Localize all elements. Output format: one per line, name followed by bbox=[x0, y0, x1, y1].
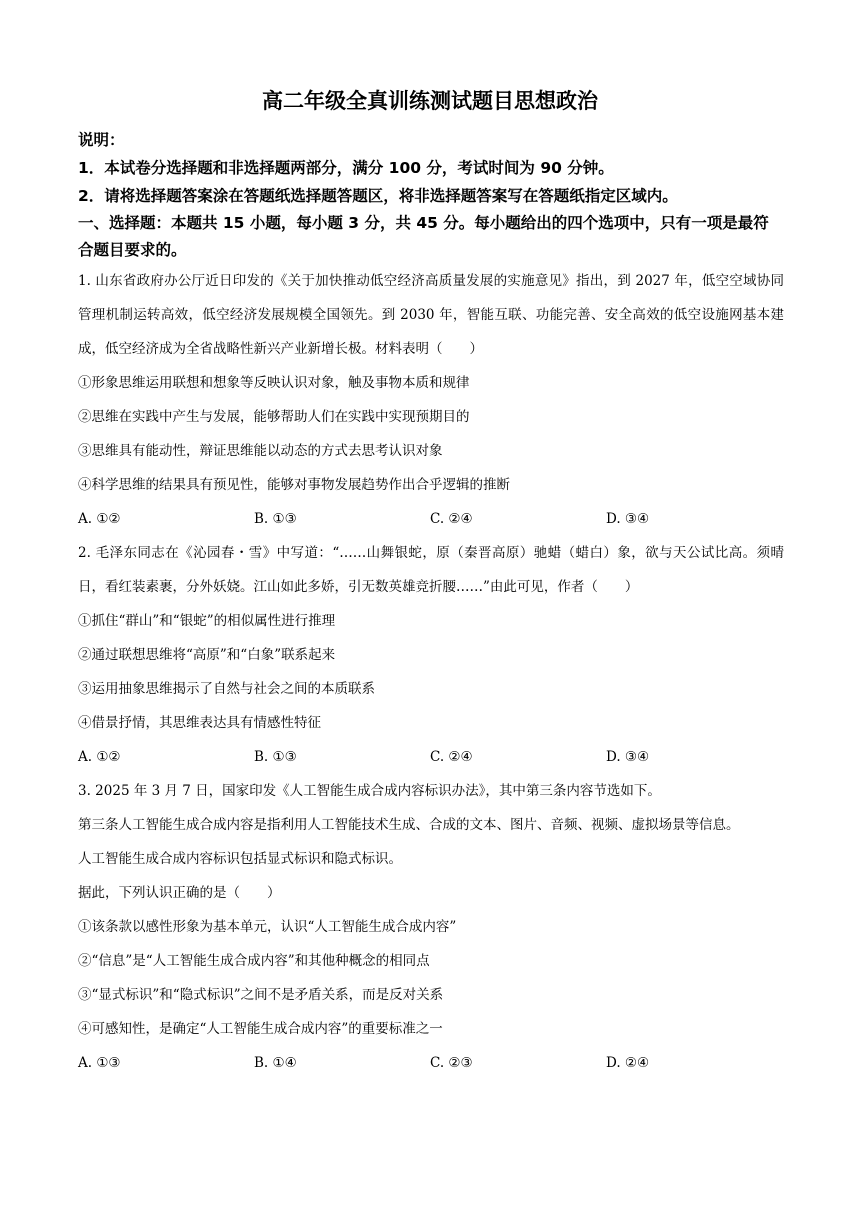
choice-a: A. ①③ bbox=[78, 1055, 121, 1071]
section-heading: 一、选择题：本题共 15 小题，每小题 3 分，共 45 分。每小题给出的四个选项中，只有一项是最符合题目要求的。 bbox=[78, 214, 769, 259]
choice-c: C. ②④ bbox=[430, 749, 473, 765]
choice-c: C. ②④ bbox=[430, 511, 473, 527]
answer-choices bbox=[78, 1046, 784, 1080]
statement: ④科学思维的结果具有预见性，能够对事物发展趋势作出合乎逻辑的推断 bbox=[78, 477, 510, 493]
statement: ③运用抽象思维揭示了自然与社会之间的本质联系 bbox=[78, 681, 375, 697]
page-title: 高二年级全真训练测试题目思想政治 bbox=[262, 89, 598, 113]
choice-c: C. ②③ bbox=[430, 1055, 473, 1071]
choice-b: B. ①③ bbox=[254, 511, 297, 527]
question-1 bbox=[78, 264, 784, 536]
exam-content bbox=[78, 126, 784, 1080]
choice-a: A. ①② bbox=[78, 749, 121, 765]
statement: ③“显式标识”和“隐式标识”之间不是矛盾关系，而是反对关系 bbox=[78, 987, 444, 1003]
question-2 bbox=[78, 536, 784, 774]
choice-d: D. ③④ bbox=[606, 511, 650, 527]
instructions-heading: 说明： bbox=[78, 131, 125, 149]
question-stem: 2. 毛泽东同志在《沁园春・雪》中写道：“……山舞银蛇，原（秦晋高原）驰蜡（蜡白）象，欲与天公试比高。须晴日，看红装素裹，分外妖娆。江山如此多娇，引无数英雄竞折腰……”由此可见，作者（ ） bbox=[78, 545, 784, 595]
statement: ②通过联想思维将“高原”和“白象”联系起来 bbox=[78, 647, 336, 663]
statement: ①形象思维运用联想和想象等反映认识对象，触及事物本质和规律 bbox=[78, 375, 470, 391]
statement: ④借景抒情，其思维表达具有情感性特征 bbox=[78, 715, 321, 731]
choice-b: B. ①④ bbox=[254, 1055, 297, 1071]
question-stem: 据此，下列认识正确的是（ ） bbox=[78, 885, 281, 901]
statement: ①抓住“群山”和“银蛇”的相似属性进行推理 bbox=[78, 613, 336, 629]
statement: ①该条款以感性形象为基本单元，认识“人工智能生成合成内容” bbox=[78, 919, 457, 935]
answer-choices bbox=[78, 502, 784, 536]
choice-d: D. ③④ bbox=[606, 749, 650, 765]
statement: ④可感知性，是确定“人工智能生成合成内容”的重要标准之一 bbox=[78, 1021, 443, 1037]
question-stem: 1. 山东省政府办公厅近日印发的《关于加快推动低空经济高质量发展的实施意见》指出，到 2027 年，低空空域协同管理机制运转高效，低空经济发展规模全国领先。到 2030 年，智能互联、功能完善、安全高效的低空设施网基本建成，低空经济成为全省战略性新兴产业新增长极。材料表明（ ） bbox=[78, 273, 784, 357]
statement: ②“信息”是“人工智能生成合成内容”和其他种概念的相同点 bbox=[78, 953, 430, 969]
instruction-item: 1．本试卷分选择题和非选择题两部分，满分 100 分，考试时间为 90 分钟。 bbox=[78, 159, 614, 177]
answer-choices bbox=[78, 740, 784, 774]
choice-a: A. ①② bbox=[78, 511, 121, 527]
material-text: 人工智能生成合成内容标识包括显式标识和隐式标识。 bbox=[78, 851, 402, 867]
material-text: 第三条人工智能生成合成内容是指利用人工智能技术生成、合成的文本、图片、音频、视频、虚拟场景等信息。 bbox=[78, 817, 740, 833]
instruction-item: 2．请将选择题答案涂在答题纸选择题答题区，将非选择题答案写在答题纸指定区域内。 bbox=[78, 187, 678, 205]
choice-d: D. ②④ bbox=[606, 1055, 650, 1071]
statement: ②思维在实践中产生与发展，能够帮助人们在实践中实现预期目的 bbox=[78, 409, 470, 425]
statement: ③思维具有能动性，辩证思维能以动态的方式去思考认识对象 bbox=[78, 443, 443, 459]
question-3 bbox=[78, 774, 784, 1080]
question-intro: 3. 2025 年 3 月 7 日，国家印发《人工智能生成合成内容标识办法》，其中第三条内容节选如下。 bbox=[78, 783, 661, 799]
choice-b: B. ①③ bbox=[254, 749, 297, 765]
